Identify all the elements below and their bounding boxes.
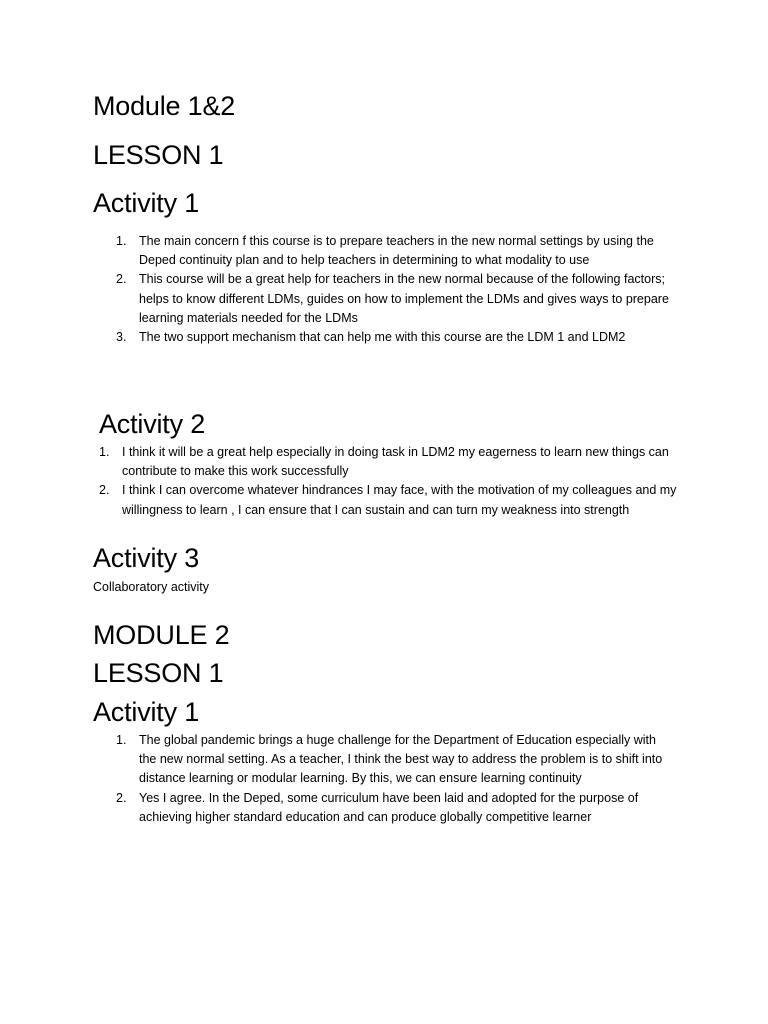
list-item-text: I think I can overcome whatever hindrances I may face, with the motivation of my colleagues and my willingness to learn , I can ensure that I can sustain and can turn my weakness into strength xyxy=(122,483,677,517)
activity-1-heading: Activity 1 xyxy=(93,188,200,218)
list-item xyxy=(116,232,676,270)
list-item-number: 1. xyxy=(99,445,110,459)
list-item xyxy=(116,731,676,789)
module-2-activity-1-list xyxy=(116,731,676,827)
list-item xyxy=(116,789,676,827)
lesson-title: LESSON 1 xyxy=(93,140,224,170)
activity-3-text: Collaboratory activity xyxy=(93,580,210,594)
list-item-number: 2. xyxy=(116,790,127,805)
activity-1-list xyxy=(116,232,676,347)
list-item-text: This course will be a great help for teachers in the new normal because of the following factors; helps to know different LDMs, guides on how to implement the LDMs and gives ways to prepare learning materials needed for the LDMs xyxy=(139,272,669,325)
list-item-text: The two support mechanism that can help me with this course are the LDM 1 and LDM2 xyxy=(139,330,626,345)
list-item-text: The global pandemic brings a huge challenge for the Department of Education especially with the new normal setting. As a teacher, I think the best way to address the problem is to shift into distance learning or modular learning. By this, we can ensure learning continuity xyxy=(139,733,663,786)
list-item-text: The main concern f this course is to prepare teachers in the new normal settings by using the Deped continuity plan and to help teachers in determining to what modality to use xyxy=(139,234,654,268)
activity-2-list xyxy=(99,443,689,520)
list-item-text: I think it will be a great help especially in doing task in LDM2 my eagerness to learn new things can contribute to make this work successfully xyxy=(122,445,669,479)
list-item-number: 1. xyxy=(116,234,127,248)
module-2-title: MODULE 2 xyxy=(93,620,230,650)
lesson-title-2: LESSON 1 xyxy=(93,658,224,688)
activity-3-heading: Activity 3 xyxy=(93,543,200,573)
activity-2-heading: Activity 2 xyxy=(99,409,206,439)
list-item xyxy=(99,481,689,519)
module-title: Module 1&2 xyxy=(93,91,236,121)
list-item xyxy=(99,443,689,481)
list-item-number: 1. xyxy=(116,733,127,747)
list-item xyxy=(116,270,676,328)
list-item-text: Yes I agree. In the Deped, some curriculum have been laid and adopted for the purpose of achieving higher standard education and can produce globally competitive learner xyxy=(139,790,639,824)
list-item-number: 3. xyxy=(116,330,127,345)
list-item-number: 2. xyxy=(116,272,127,287)
list-item-number: 2. xyxy=(99,483,110,498)
activity-1-heading-2: Activity 1 xyxy=(93,697,200,727)
list-item xyxy=(116,328,676,347)
